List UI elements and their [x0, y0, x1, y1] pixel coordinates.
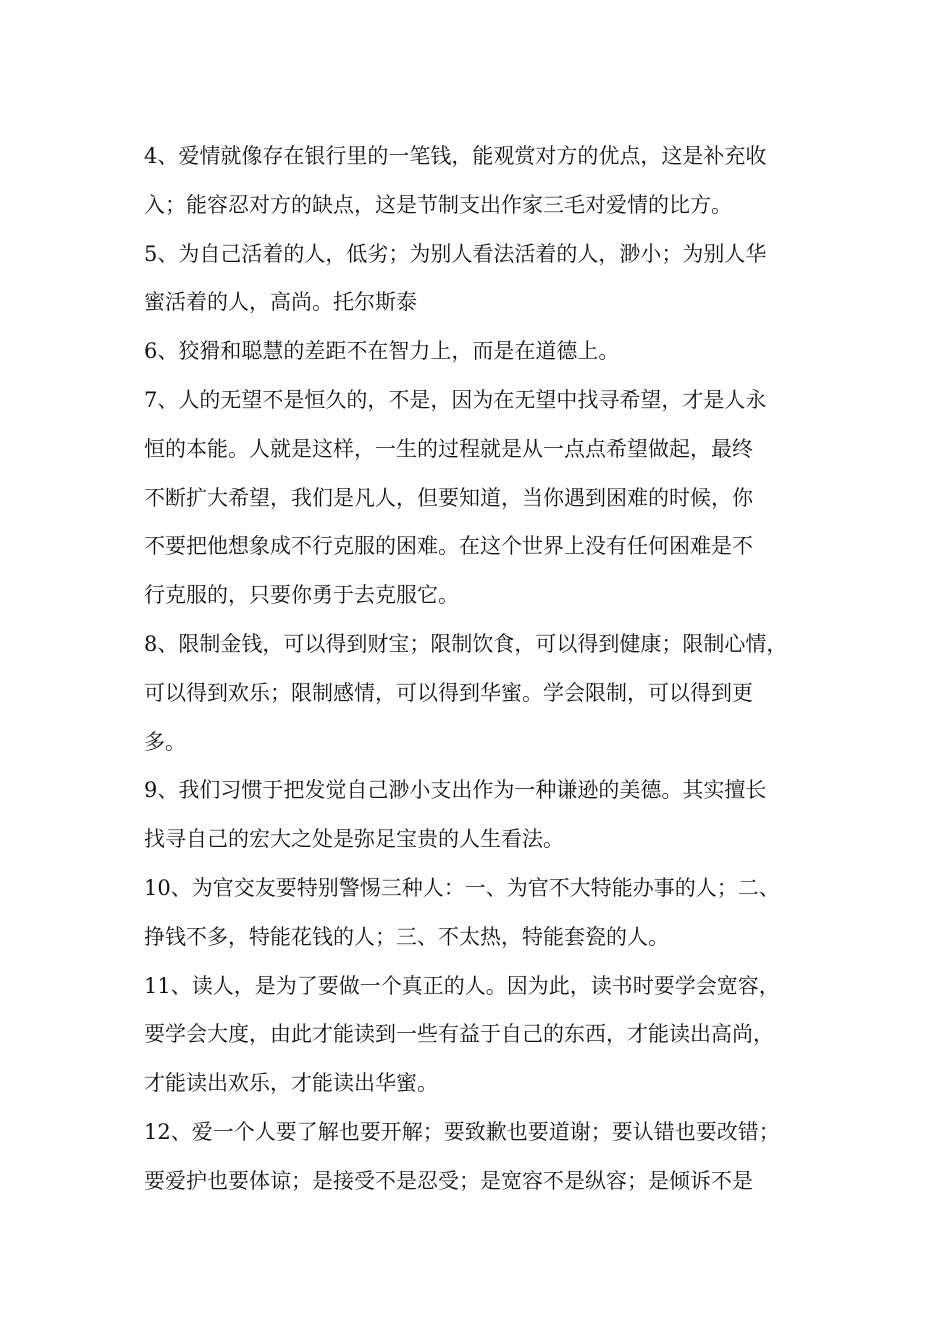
text-line: 不断扩大希望，我们是凡人，但要知道，当你遇到困难的时候，你: [144, 485, 753, 510]
text-line: 10、为官交友要特别警惕三种人：一、为官不大特能办事的人；二、: [144, 875, 780, 900]
text-line: 才能读出欢乐，才能读出华蜜。: [144, 1071, 438, 1096]
text-line: 7、人的无望不是恒久的，不是，因为在无望中找寻希望，才是人永: [144, 387, 767, 412]
text-line: 可以得到欢乐；限制感情，可以得到华蜜。学会限制，可以得到更: [144, 680, 753, 705]
text-line: 6、狡猾和聪慧的差距不在智力上，而是在道德上。: [144, 339, 620, 364]
text-line: 8、限制金钱，可以得到财宝；限制饮食，可以得到健康；限制心情，: [144, 631, 788, 656]
text-line: 多。: [144, 729, 186, 754]
text-line: 12、爱一个人要了解也要开解；要致歉也要道谢；要认错也要改错；: [144, 1119, 780, 1144]
text-line: 恒的本能。人就是这样，一生的过程就是从一点点希望做起，最终: [144, 436, 753, 461]
text-line: 入；能容忍对方的缺点，这是节制支出作家三毛对爱情的比方。: [144, 192, 732, 217]
text-line: 挣钱不多，特能花钱的人；三、不太热，特能套瓷的人。: [144, 924, 669, 949]
text-line: 11、读人，是为了要做一个真正的人。因为此，读书时要学会宽容，: [144, 973, 780, 998]
document-page: [144, 132, 824, 1206]
text-line: 行克服的，只要你勇于去克服它。: [144, 583, 459, 608]
text-line: 要爱护也要体谅；是接受不是忍受；是宽容不是纵容；是倾诉不是: [144, 1168, 753, 1193]
text-line: 要学会大度，由此才能读到一些有益于自己的东西，才能读出高尚，: [144, 1022, 774, 1047]
text-line: 找寻自己的宏大之处是弥足宝贵的人生看法。: [144, 827, 564, 852]
text-line: 9、我们习惯于把发觉自己渺小支出作为一种谦逊的美德。其实擅长: [144, 778, 767, 803]
text-line: 蜜活着的人，高尚。托尔斯泰: [144, 290, 417, 315]
text-line: 不要把他想象成不行克服的困难。在这个世界上没有任何困难是不: [144, 534, 753, 559]
text-line: 5、为自己活着的人，低劣；为别人看法活着的人，渺小；为别人华: [144, 241, 767, 266]
text-line: 4、爱情就像存在银行里的一笔钱，能观赏对方的优点，这是补充收: [144, 144, 767, 168]
